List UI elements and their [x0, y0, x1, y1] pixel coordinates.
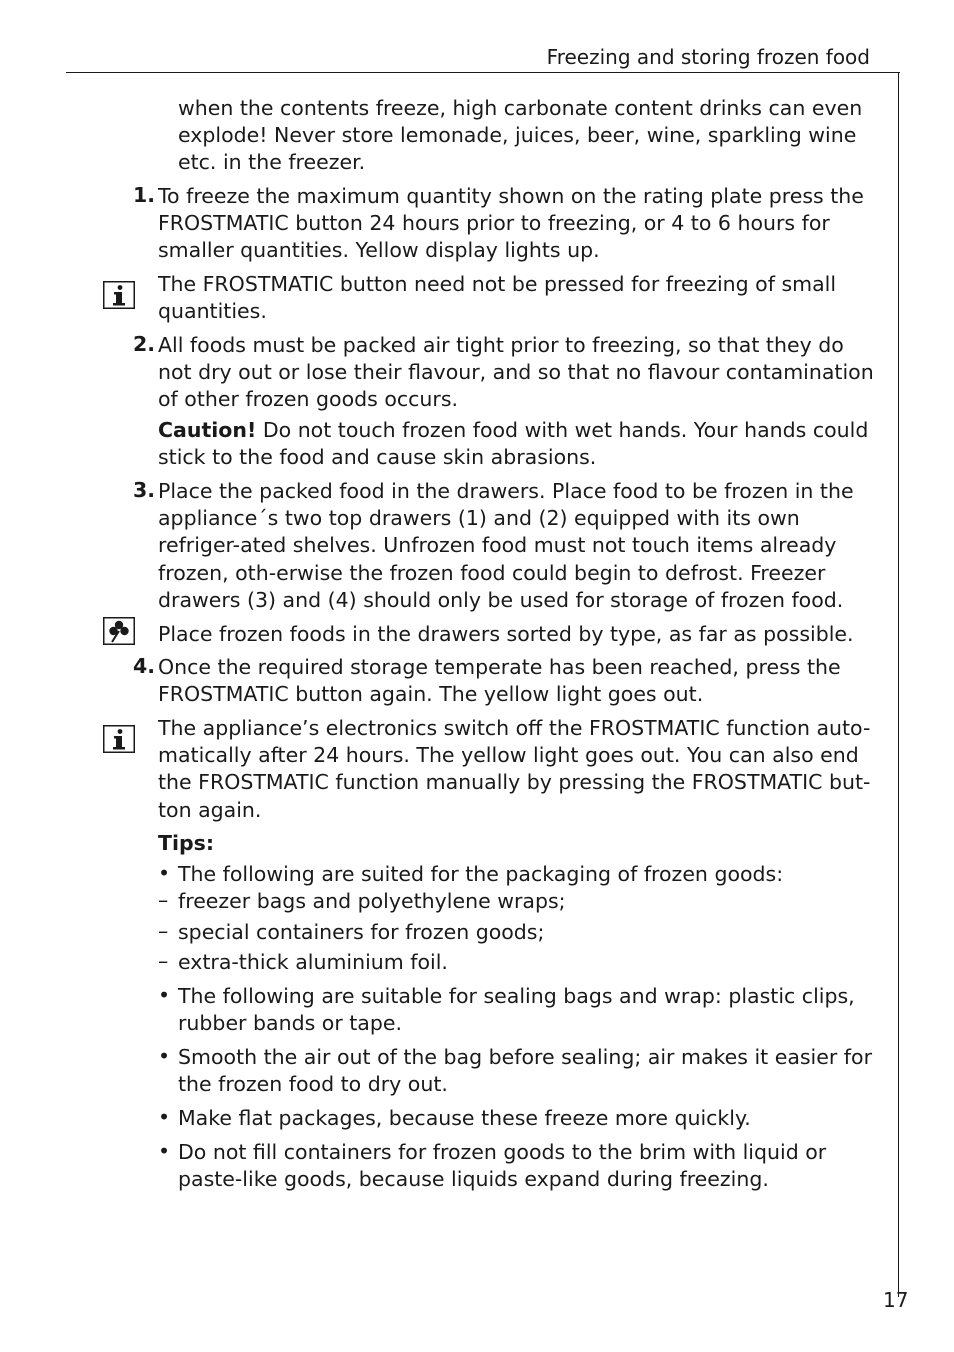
step-text: Place the packed food in the drawers. Place food to be frozen in the appliance´s two top drawers (1) and (2) equipped with its own refriger-ated shelves. Unfrozen food must not touch items already frozen, oth-erwise the frozen food could begin to defrost. Freezer drawers (3) and (4) should only be used for storage of frozen food.	[158, 479, 854, 612]
tips-bullet: Smooth the air out of the bag before sealing; air makes it easier for the frozen food to dry out.	[178, 1045, 872, 1097]
caution-paragraph	[158, 417, 878, 471]
step-number: 3.	[133, 478, 156, 502]
tips-bullet: Make flat packages, because these freeze more quickly.	[178, 1106, 751, 1130]
bullet-mark: •	[158, 1105, 171, 1129]
step-text: Once the required storage temperate has been reached, press the FROSTMATIC button again. The yellow light goes out.	[158, 655, 841, 707]
step-text: To freeze the maximum quantity shown on the rating plate press the FROSTMATIC button 24 hours prior to freezing, or 4 to 6 hours for smaller quantities. Yellow display lights up.	[158, 184, 864, 263]
bullet-mark: •	[158, 983, 171, 1007]
step-number: 4.	[133, 654, 156, 678]
bullet-mark: •	[158, 1044, 171, 1068]
info-icon	[103, 281, 135, 309]
caution-label: Caution!	[158, 418, 257, 442]
step-number: 2.	[133, 332, 156, 356]
tips-packaging-item: freezer bags and polyethylene wraps;	[178, 889, 566, 913]
page-header: Freezing and storing frozen food	[546, 45, 870, 69]
eco-icon	[103, 617, 135, 645]
dash-mark: –	[158, 949, 169, 973]
step-number: 1.	[133, 183, 156, 207]
intro-paragraph: when the contents freeze, high carbonate content drinks can even explode! Never store lemonade, juices, beer, wine, sparkling wine etc. in the freezer.	[178, 96, 863, 175]
info-note: The appliance’s electronics switch off the FROSTMATIC function auto-matically after 24 hours. The yellow light goes out. You can also end the FROSTMATIC function manually by pressing the FROSTMATIC but-ton again.	[158, 716, 871, 822]
page-number: 17	[883, 1288, 909, 1312]
eco-note: Place frozen foods in the drawers sorted by type, as far as possible.	[158, 622, 854, 646]
caution-text: Do not touch frozen food with wet hands. Your hands could stick to the food and cause skin abrasions.	[158, 418, 869, 470]
dash-mark: –	[158, 888, 169, 912]
tips-packaging-item: extra-thick aluminium foil.	[178, 950, 448, 974]
tips-bullet: The following are suitable for sealing bags and wrap: plastic clips, rubber bands or tape.	[178, 984, 855, 1036]
tips-bullet: Do not fill containers for frozen goods to the brim with liquid or paste-like goods, because liquids expand during freezing.	[178, 1140, 827, 1192]
margin-rule	[898, 72, 899, 1297]
step-text: All foods must be packed air tight prior to freezing, so that they do not dry out or lose their flavour, and so that no flavour contamination of other frozen goods occurs.	[158, 333, 874, 412]
bullet-mark: •	[158, 1139, 171, 1163]
info-note: The FROSTMATIC button need not be pressed for freezing of small quantities.	[158, 272, 837, 324]
tips-packaging-intro: The following are suited for the packaging of frozen goods:	[178, 862, 784, 886]
tips-heading: Tips:	[158, 831, 215, 855]
dash-mark: –	[158, 919, 169, 943]
tips-packaging-item: special containers for frozen goods;	[178, 920, 545, 944]
bullet-mark: •	[158, 861, 171, 885]
header-rule	[66, 72, 900, 73]
info-icon	[103, 725, 135, 753]
